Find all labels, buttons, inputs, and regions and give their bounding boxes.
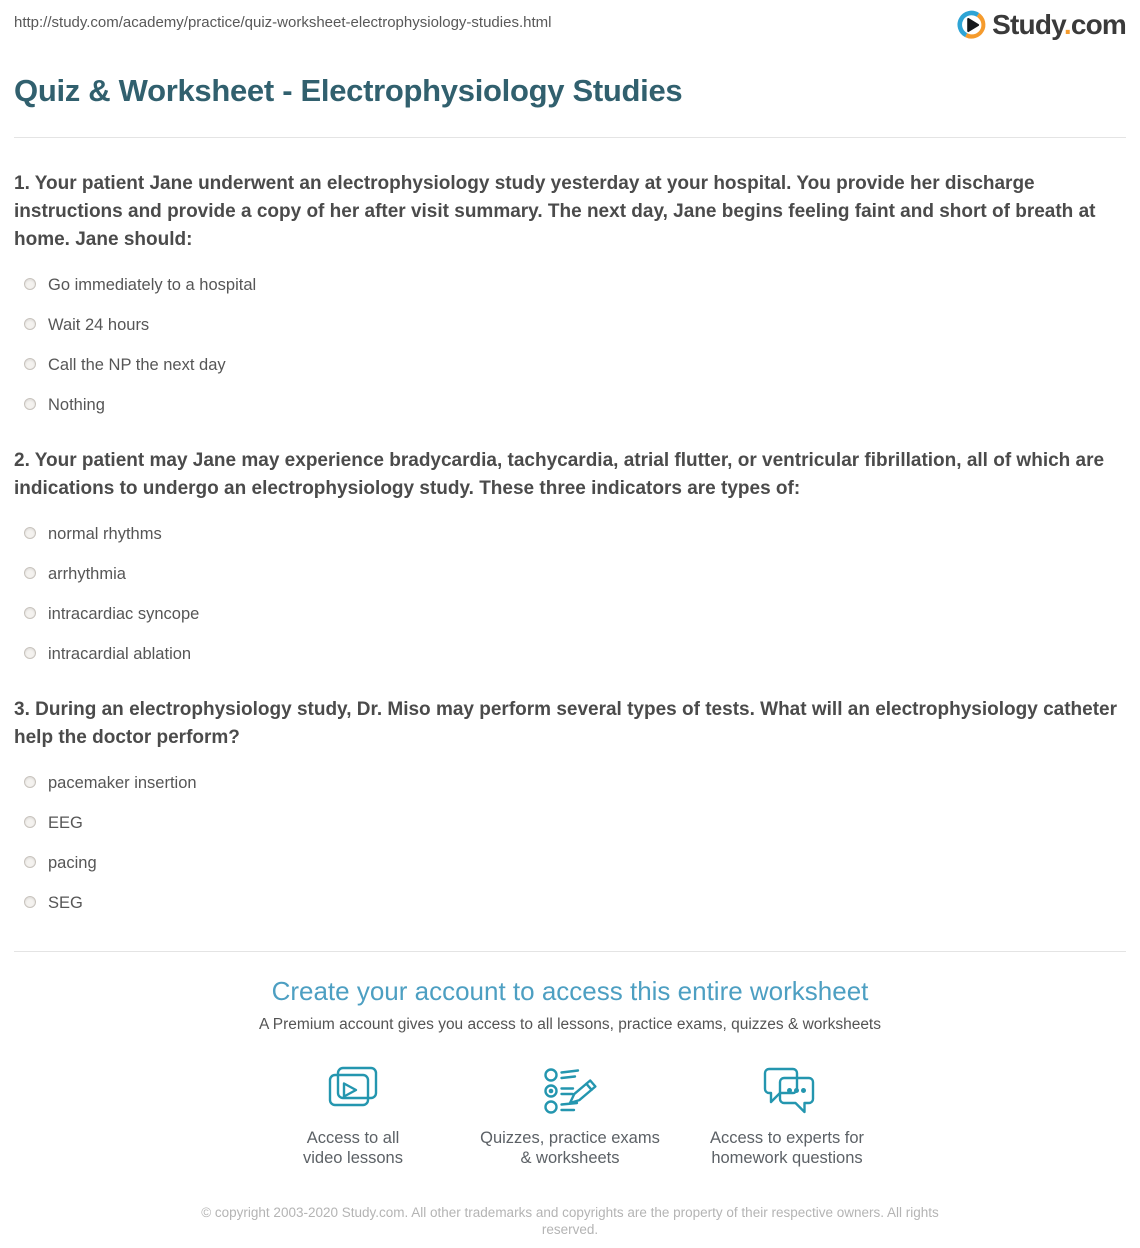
- question-1: [14, 170, 1126, 415]
- page-url: http://study.com/academy/practice/quiz-worksheet-electrophysiology-studies.html: [14, 14, 552, 31]
- top-bar: [14, 0, 1126, 40]
- feature-video-lessons: [245, 1062, 462, 1168]
- feature-label: Access to all video lessons: [303, 1129, 403, 1167]
- homework-experts-icon: [757, 1062, 817, 1120]
- answer-option[interactable]: [24, 275, 1126, 295]
- option-label[interactable]: pacemaker insertion: [48, 774, 197, 792]
- option-label[interactable]: Nothing: [48, 396, 105, 414]
- cta-section: [14, 976, 1126, 1168]
- radio-button[interactable]: [24, 278, 36, 290]
- answer-options: [14, 524, 1126, 664]
- option-label[interactable]: SEG: [48, 894, 83, 912]
- answer-option[interactable]: [24, 813, 1126, 833]
- cta-divider: [14, 951, 1126, 952]
- radio-button[interactable]: [24, 607, 36, 619]
- question-2: [14, 447, 1126, 664]
- radio-button[interactable]: [24, 816, 36, 828]
- question-3: [14, 696, 1126, 913]
- radio-button[interactable]: [24, 358, 36, 370]
- answer-options: [14, 275, 1126, 415]
- answer-option[interactable]: [24, 853, 1126, 873]
- question-text: 3. During an electrophysiology study, Dr. Miso may perform several types of tests. What will an electrophysiology catheter help the doctor perform?: [14, 699, 1117, 748]
- logo-text: Study.com: [992, 9, 1126, 40]
- answer-option[interactable]: [24, 773, 1126, 793]
- premium-subtitle: A Premium account gives you access to all lessons, practice exams, quizzes & worksheets: [259, 1016, 881, 1033]
- radio-button[interactable]: [24, 896, 36, 908]
- option-label[interactable]: intracardial ablation: [48, 645, 192, 663]
- option-label[interactable]: pacing: [48, 854, 97, 872]
- answer-option[interactable]: [24, 315, 1126, 335]
- question-text: 2. Your patient may Jane may experience bradycardia, tachycardia, atrial flutter, or ventricular fibrillation, all of which are indications to undergo an electrophysiology study. These three indicators are types of:: [14, 450, 1105, 499]
- option-label[interactable]: Go immediately to a hospital: [48, 276, 257, 294]
- video-lessons-icon: [323, 1062, 383, 1120]
- feature-label: Quizzes, practice exams & worksheets: [480, 1129, 660, 1167]
- answer-option[interactable]: [24, 395, 1126, 415]
- radio-button[interactable]: [24, 647, 36, 659]
- feature-quizzes-worksheets: [462, 1062, 679, 1168]
- option-label[interactable]: normal rhythms: [48, 525, 162, 543]
- answer-options: [14, 773, 1126, 913]
- radio-button[interactable]: [24, 567, 36, 579]
- quizzes-worksheets-icon: [540, 1062, 600, 1120]
- studycom-logo[interactable]: [957, 10, 1126, 40]
- copyright-notice: © copyright 2003-2020 Study.com. All other trademarks and copyrights are the property of their respective owners. All rights reserved.: [201, 1205, 939, 1237]
- answer-option[interactable]: [24, 644, 1126, 664]
- features-row: [14, 1062, 1126, 1168]
- option-label[interactable]: arrhythmia: [48, 565, 126, 583]
- answer-option[interactable]: [24, 893, 1126, 913]
- answer-option[interactable]: [24, 604, 1126, 624]
- option-label[interactable]: intracardiac syncope: [48, 605, 200, 623]
- radio-button[interactable]: [24, 776, 36, 788]
- create-account-link[interactable]: Create your account to access this entire worksheet: [271, 976, 869, 1006]
- answer-option[interactable]: [24, 564, 1126, 584]
- page-title: Quiz & Worksheet - Electrophysiology Studies: [14, 73, 683, 108]
- answer-option[interactable]: [24, 524, 1126, 544]
- play-logo-icon: [957, 10, 987, 40]
- option-label[interactable]: Wait 24 hours: [48, 316, 150, 334]
- feature-label: Access to experts for homework questions: [709, 1129, 865, 1167]
- radio-button[interactable]: [24, 856, 36, 868]
- radio-button[interactable]: [24, 527, 36, 539]
- title-divider: [14, 137, 1126, 138]
- option-label[interactable]: Call the NP the next day: [48, 356, 226, 374]
- feature-homework-experts: [679, 1062, 896, 1168]
- answer-option[interactable]: [24, 355, 1126, 375]
- radio-button[interactable]: [24, 398, 36, 410]
- question-text: 1. Your patient Jane underwent an electrophysiology study yesterday at your hospital. You provide her discharge instructions and provide a copy of her after visit summary. The next day, Jane begins feeling faint and short of breath at home. Jane should:: [14, 173, 1096, 250]
- option-label[interactable]: EEG: [48, 814, 83, 832]
- radio-button[interactable]: [24, 318, 36, 330]
